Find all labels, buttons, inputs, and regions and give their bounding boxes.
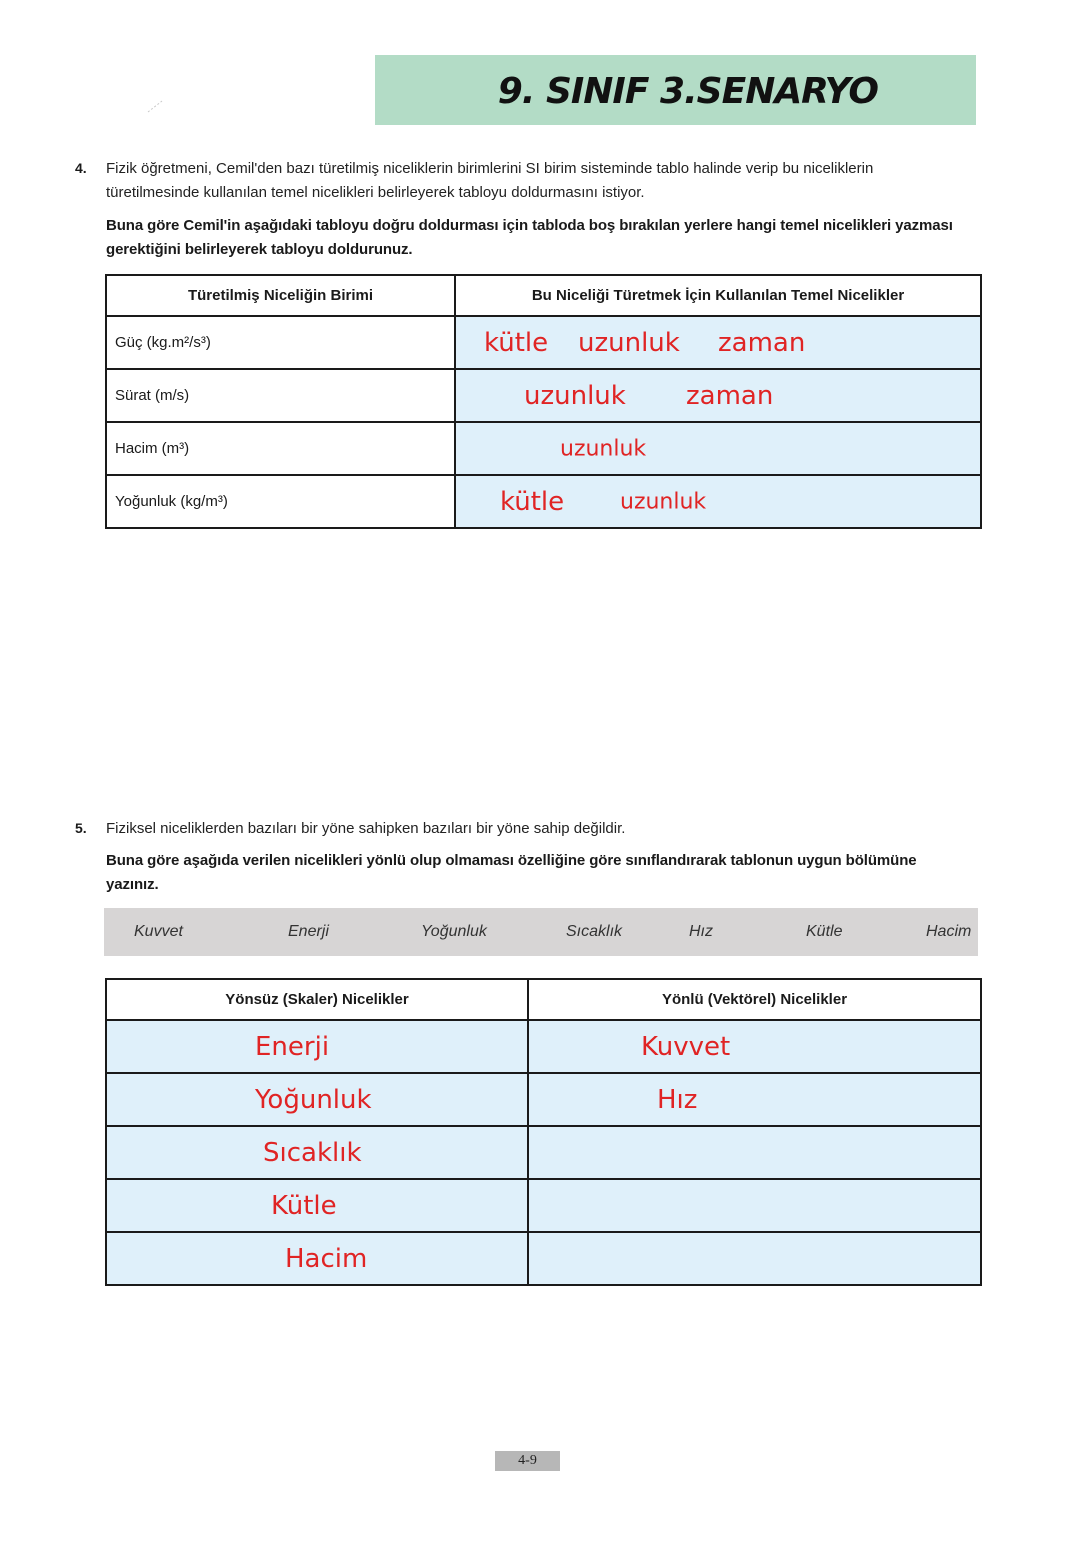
word-bank	[104, 908, 978, 956]
page-number: 4-9	[495, 1451, 560, 1471]
question-5-instruction: Buna göre aşağıda verilen nicelikleri yönlü olup olmaması özelliğine göre sınıflandırarak tablonun uygun bölümüne yazınız.	[106, 852, 917, 893]
scalar-cell[interactable]	[106, 1073, 528, 1126]
vector-cell[interactable]	[528, 1020, 981, 1073]
unit-volume: Hacim (m³)	[106, 422, 455, 475]
scalar-cell[interactable]	[106, 1179, 528, 1232]
handwritten-answer: kütle	[500, 486, 565, 517]
header-band	[375, 55, 976, 125]
handwritten-answer: zaman	[718, 327, 806, 358]
unit-speed: Sürat (m/s)	[106, 369, 455, 422]
table-row	[106, 369, 981, 422]
table-row	[106, 1179, 981, 1232]
handwritten-answer: Kuvvet	[641, 1031, 731, 1062]
table-row	[106, 475, 981, 528]
unit-density: Yoğunluk (kg/m³)	[106, 475, 455, 528]
answer-cell[interactable]	[455, 316, 981, 369]
table-row	[106, 1126, 981, 1179]
handwritten-answer: uzunluk	[578, 327, 680, 358]
question-4-text: Fizik öğretmeni, Cemil'den bazı türetilmiş niceliklerin birimlerini SI birim sisteminde tablo halinde verip bu niceliklerin türetilmesinde kullanılan temel nicelikleri belirleyerek tabloyu doldurmasını istiyor.	[106, 160, 874, 201]
table-row	[106, 1073, 981, 1126]
table-header-vector: Yönlü (Vektörel) Nicelikler	[528, 979, 981, 1020]
handwritten-answer: zaman	[686, 380, 774, 411]
vector-cell[interactable]	[528, 1179, 981, 1232]
handwritten-answer: Enerji	[255, 1031, 330, 1062]
table-row	[106, 1232, 981, 1285]
handwritten-answer: uzunluk	[524, 380, 626, 411]
word-bank-item: Sıcaklık	[566, 923, 623, 940]
handwritten-answer: Hacim	[285, 1243, 368, 1274]
question-5-number: 5.	[75, 820, 87, 836]
vector-cell[interactable]	[528, 1232, 981, 1285]
word-bank-item: Hız	[689, 923, 713, 940]
question-4-number: 4.	[75, 160, 87, 176]
handwritten-answer: uzunluk	[560, 436, 647, 461]
word-bank-item: Enerji	[288, 923, 329, 940]
scalar-cell[interactable]	[106, 1020, 528, 1073]
table-row	[106, 316, 981, 369]
handwritten-answer: Sıcaklık	[263, 1137, 362, 1168]
handwritten-answer: kütle	[484, 327, 549, 358]
vector-cell[interactable]	[528, 1126, 981, 1179]
handwritten-answer: Yoğunluk	[255, 1084, 372, 1115]
word-bank-item: Hacim	[926, 923, 972, 940]
question-5-text: Fiziksel niceliklerden bazıları bir yöne sahipken bazıları bir yöne sahip değildir.	[106, 820, 626, 837]
handwritten-answer: uzunluk	[620, 489, 707, 514]
word-bank-item: Kuvvet	[134, 923, 183, 940]
unit-power: Güç (kg.m²/s³)	[106, 316, 455, 369]
scalar-cell[interactable]	[106, 1126, 528, 1179]
table-header-fundamental: Bu Niceliği Türetmek İçin Kullanılan Temel Nicelikler	[455, 275, 981, 316]
table-row	[106, 1020, 981, 1073]
handwritten-answer: Hız	[657, 1084, 698, 1115]
answer-cell[interactable]	[455, 475, 981, 528]
answer-cell[interactable]	[455, 369, 981, 422]
table-header-scalar: Yönsüz (Skaler) Nicelikler	[106, 979, 528, 1020]
word-bank-item: Kütle	[806, 923, 843, 940]
answer-cell[interactable]	[455, 422, 981, 475]
scalar-cell[interactable]	[106, 1232, 528, 1285]
table-row	[106, 422, 981, 475]
question-4-instruction: Buna göre Cemil'in aşağıdaki tabloyu doğru doldurması için tabloda boş bırakılan yerlere hangi temel nicelikleri yazması gerektiğini belirleyerek tabloyu doldurunuz.	[106, 217, 953, 258]
handwritten-answer: Kütle	[271, 1190, 337, 1221]
table-header-unit: Türetilmiş Niceliğin Birimi	[106, 275, 455, 316]
scalar-vector-table	[105, 978, 982, 1286]
vector-cell[interactable]	[528, 1073, 981, 1126]
derived-units-table	[105, 274, 982, 529]
word-bank-item: Yoğunluk	[421, 923, 487, 940]
page-title: 9. SINIF 3.SENARYO	[497, 71, 878, 112]
pen-mark-icon	[146, 98, 166, 114]
